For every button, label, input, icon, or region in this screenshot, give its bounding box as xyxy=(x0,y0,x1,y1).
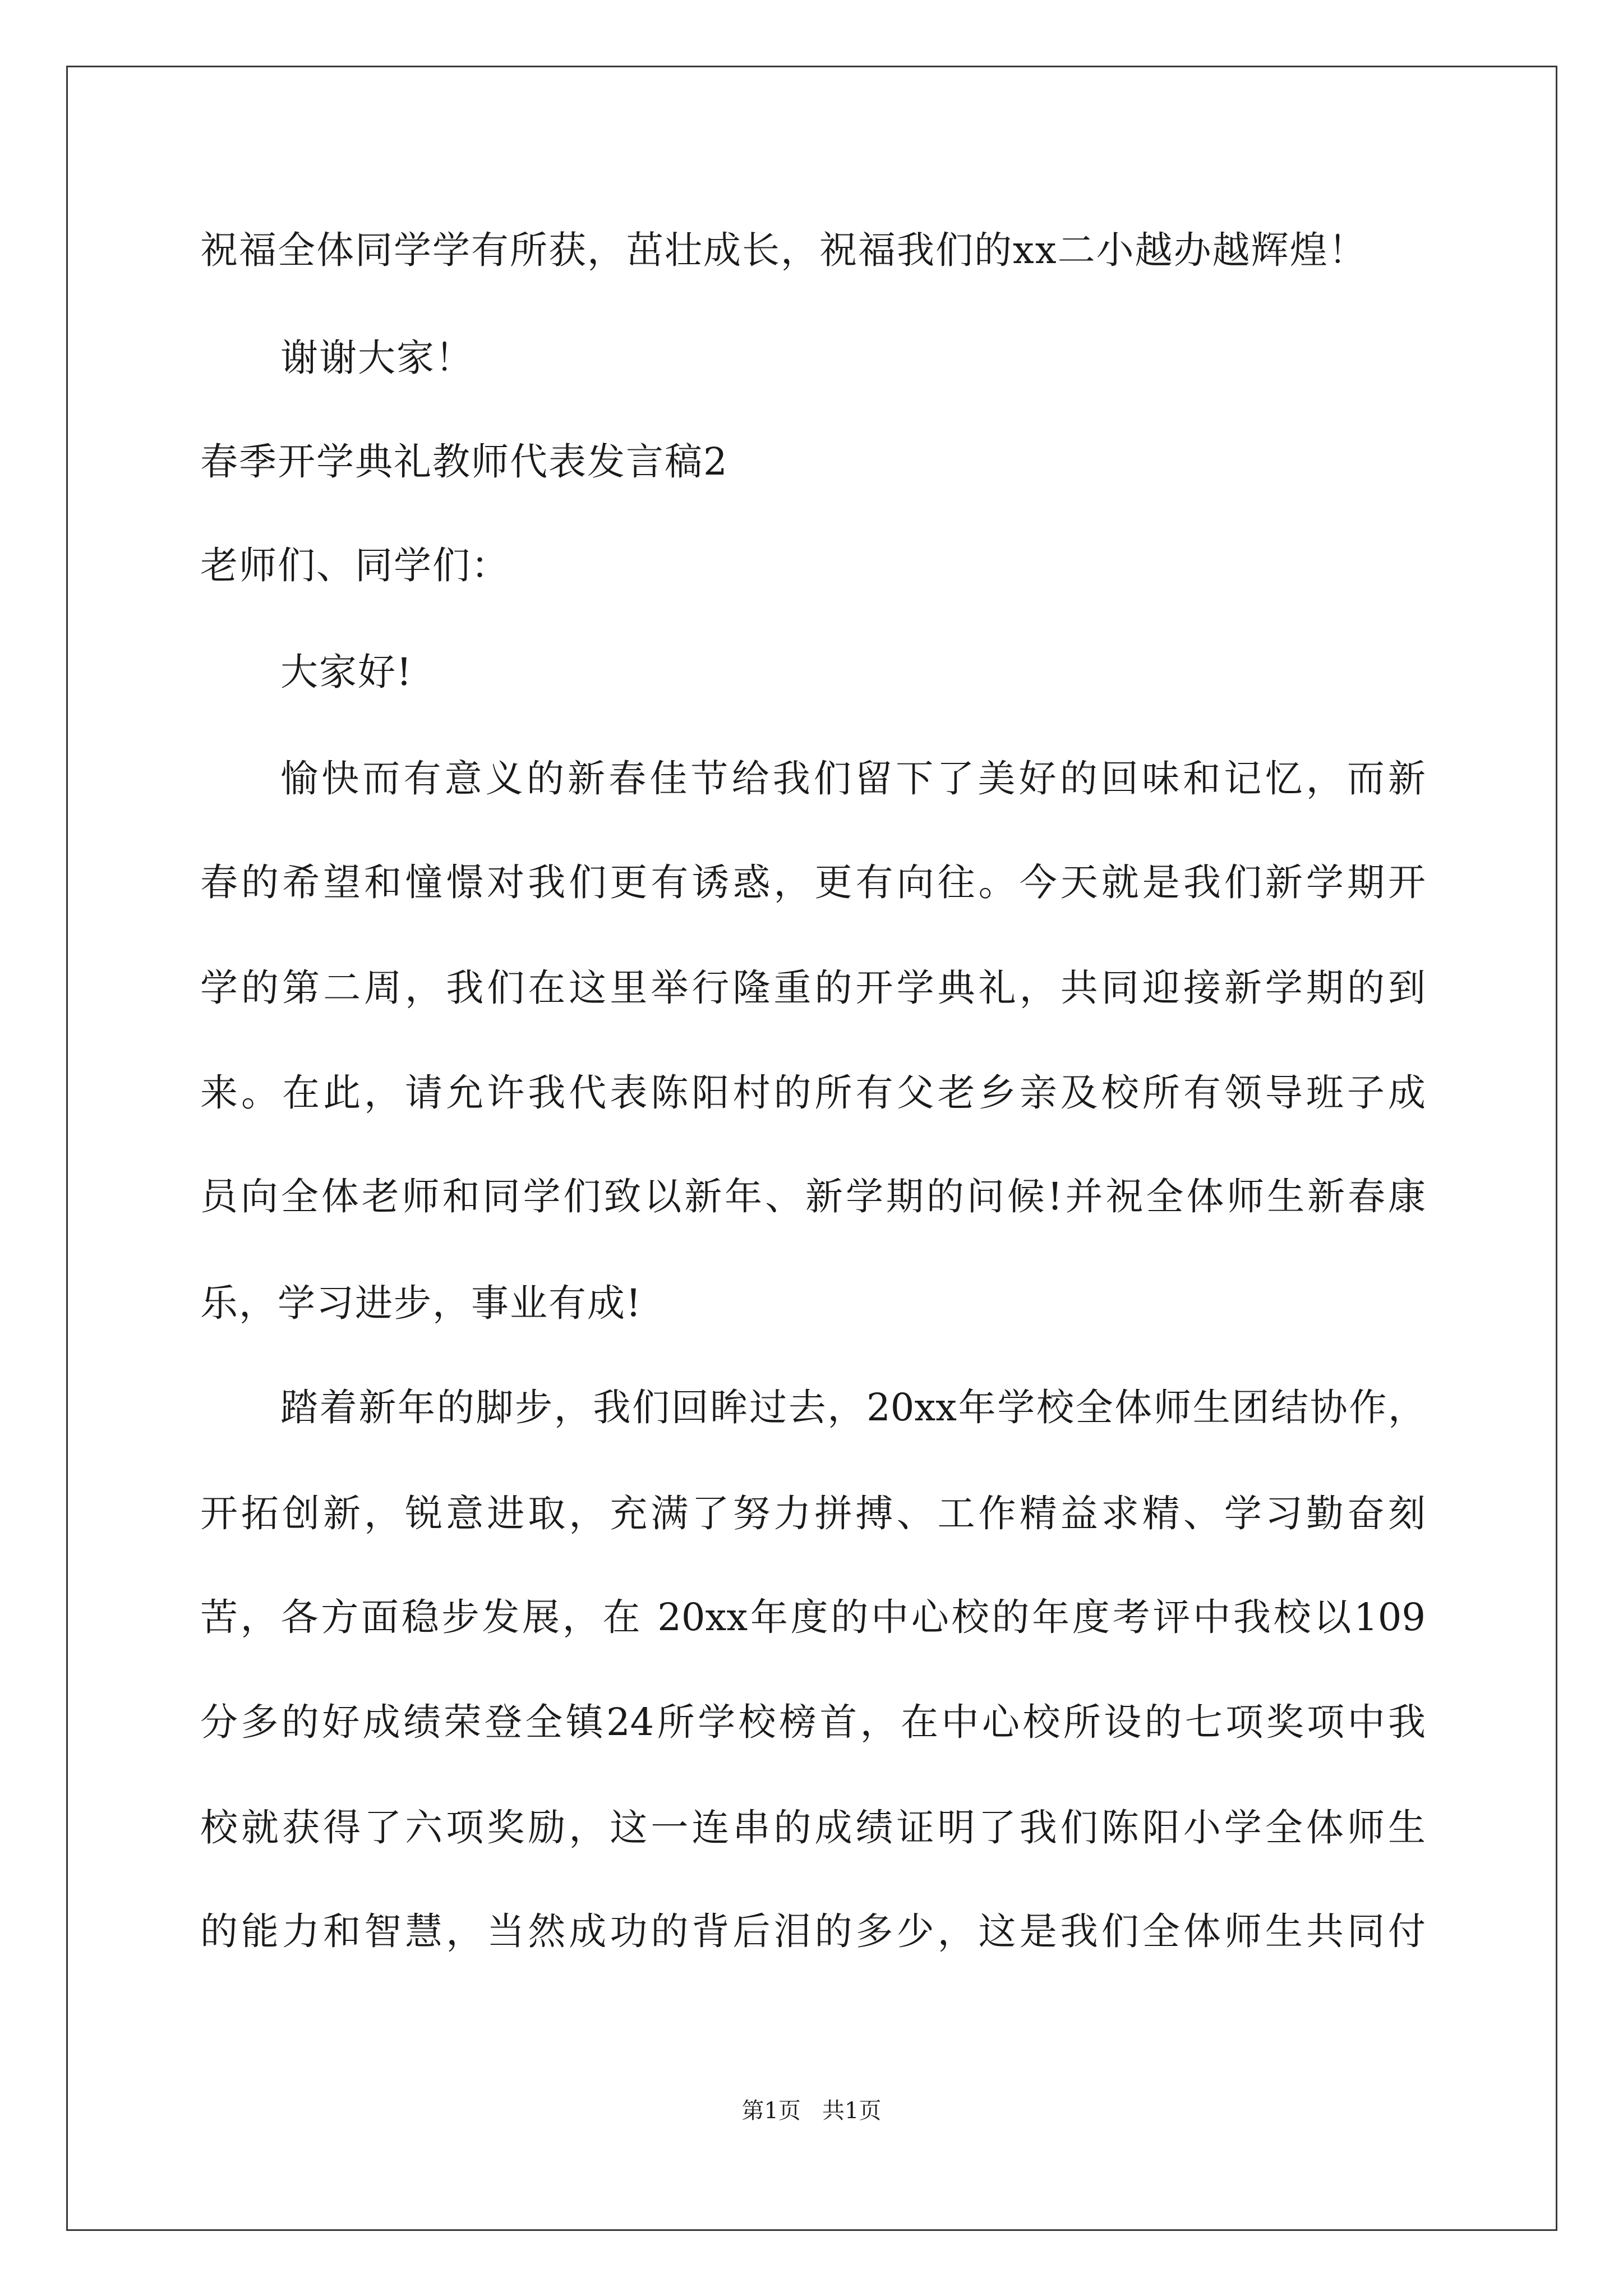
paragraph2-line4: 分多的好成绩荣登全镇24所学校榜首，在中心校所设的七项奖项中我 xyxy=(200,1700,1426,1744)
paragraph2-line3: 苦，各方面稳步发展，在 20xx年度的中心校的年度考评中我校以109 xyxy=(200,1595,1426,1639)
thanks-line: 谢谢大家！ xyxy=(280,336,474,380)
paragraph1-line6: 乐，学习进步，事业有成! xyxy=(200,1281,642,1325)
page-footer: 第1页 共1页 xyxy=(741,2098,882,2124)
salutation-line: 老师们、同学们： xyxy=(200,544,510,587)
paragraph2-line2: 开拓创新，锐意进取，充满了努力拼搏、工作精益求精、学习勤奋刻 xyxy=(200,1492,1426,1535)
paragraph1-line1: 愉快而有意义的新春佳节给我们留下了美好的回味和记忆，而新 xyxy=(280,757,1426,800)
greeting-line: 大家好! xyxy=(280,650,413,694)
paragraph2-line6: 的能力和智慧，当然成功的背后泪的多少，这是我们全体师生共同付 xyxy=(200,1910,1426,1953)
paragraph2-line5: 校就获得了六项奖励，这一连串的成绩证明了我们陈阳小学全体师生 xyxy=(200,1806,1426,1849)
paragraph1-line2: 春的希望和憧憬对我们更有诱惑，更有向往。今天就是我们新学期开 xyxy=(200,861,1426,904)
paragraph1-line4: 来。在此，请允许我代表陈阳村的所有父老乡亲及校所有领导班子成 xyxy=(200,1071,1426,1115)
paragraph1-line5: 员向全体老师和同学们致以新年、新学期的问候!并祝全体师生新春康 xyxy=(200,1175,1426,1218)
paragraph1-line3: 学的第二周，我们在这里举行隆重的开学典礼，共同迎接新学期的到 xyxy=(200,966,1426,1010)
blessing-line: 祝福全体同学学有所获，茁壮成长，祝福我们的xx二小越办越辉煌！ xyxy=(200,228,1367,272)
paragraph2-line1: 踏着新年的脚步，我们回眸过去，20xx年学校全体师生团结协作， xyxy=(280,1386,1426,1429)
speech-title: 春季开学典礼教师代表发言稿2 xyxy=(200,440,728,484)
page-border xyxy=(66,66,1557,2231)
